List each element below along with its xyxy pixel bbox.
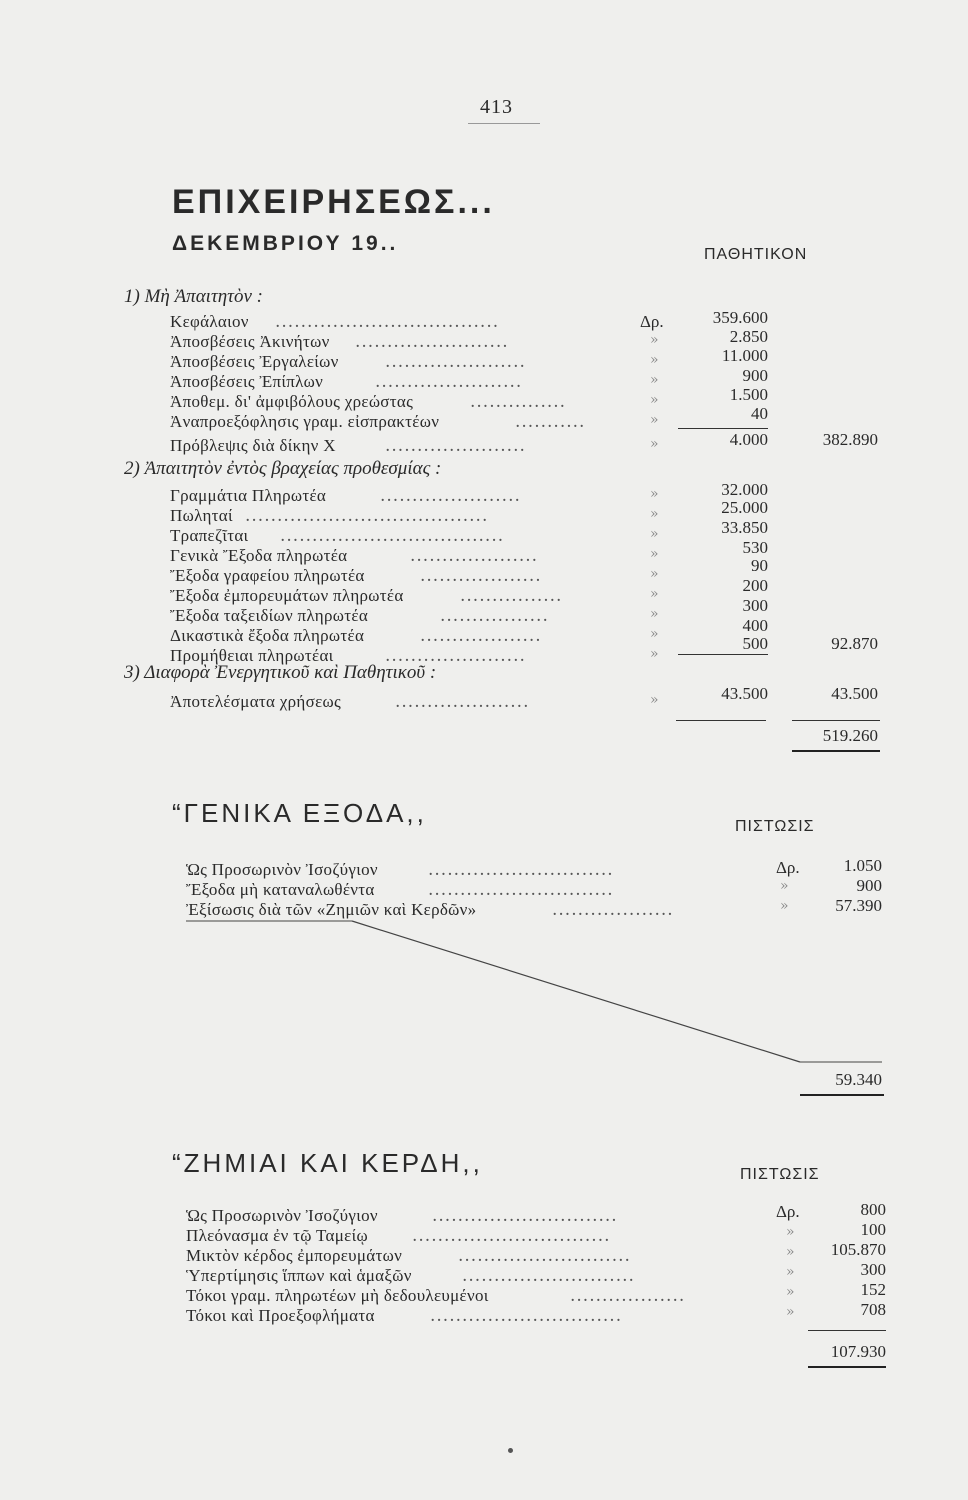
dot-leader: ......................	[385, 436, 526, 456]
dot-leader: .......................	[375, 372, 523, 392]
dot-leader: .....................	[395, 692, 530, 712]
page-number: 413	[480, 96, 513, 118]
row-value: 900	[856, 876, 882, 895]
general-expenses-title: “ΓΕΝΙΚΑ ΕΞΟΔΑ,,	[172, 798, 427, 828]
currency-label: Δρ.	[776, 1202, 800, 1221]
dot-leader: ......................	[385, 646, 526, 666]
dot-leader: .............................	[432, 1206, 618, 1226]
row-label: Προμήθειαι πληρωτέαι	[170, 646, 334, 665]
section1-label: 1) Μὴ Ἀπαιτητὸν :	[124, 286, 263, 307]
dot-leader: ........................	[355, 332, 509, 352]
currency-label: Δρ.	[776, 858, 800, 877]
row-value: 1.050	[843, 856, 882, 875]
row-label: Ὡς Προσωρινὸν Ἰσοζύγιον	[186, 1206, 378, 1225]
dot-leader: ...................................	[275, 312, 500, 332]
row-value: 708	[860, 1300, 886, 1319]
row-label: Πωληταί	[170, 506, 233, 525]
ditto-mark: »	[786, 1264, 795, 1280]
row-value: 105.870	[830, 1240, 886, 1259]
dot-leader: ...........	[515, 412, 586, 432]
currency-label: Δρ.	[640, 312, 664, 331]
ditto-mark: »	[650, 646, 659, 662]
section3-total: 43.500	[831, 684, 878, 703]
row-label: Ὡς Προσωρινὸν Ἰσοζύγιον	[186, 860, 378, 879]
dot-leader: ......................................	[245, 506, 489, 526]
dot-leader: ....................	[410, 546, 539, 566]
dot-leader: ...............	[470, 392, 567, 412]
ditto-mark: »	[786, 1244, 795, 1260]
section1-total: 382.890	[822, 430, 878, 449]
bottom-dot-mark	[508, 1448, 513, 1453]
row-value: 1.500	[729, 385, 768, 404]
dot-leader: ................	[460, 586, 563, 606]
row-value: 57.390	[835, 896, 882, 915]
row-value: 200	[742, 576, 768, 595]
row-value: 530	[742, 538, 768, 557]
row-label: Πρόβλεψις διὰ δίκην Χ	[170, 436, 336, 455]
row-label: Ἀποσβέσεις Ἀκινήτων	[170, 332, 330, 351]
section3-label: 3) Διαφορὰ Ἐνεργητικοῦ καὶ Παθητικοῦ :	[124, 662, 437, 683]
profit-loss-title: “ΖΗΜΙΑΙ ΚΑΙ ΚΕΡΔΗ,,	[172, 1148, 483, 1178]
ditto-mark: »	[650, 626, 659, 642]
dot-leader: .............................	[428, 860, 614, 880]
ditto-mark: »	[650, 606, 659, 622]
dot-leader: ...................................	[280, 526, 505, 546]
row-label: Μικτὸν κέρδος ἐμπορευμάτων	[186, 1246, 403, 1265]
section2-label: 2) Ἀπαιτητὸν ἐντὸς βραχείας προθεσμίας :	[124, 458, 442, 479]
row-value: 32.000	[721, 480, 768, 499]
row-label: Ὑπερτίμησις ἵππων καὶ ἁμαξῶν	[186, 1266, 412, 1285]
ditto-mark: »	[786, 1304, 795, 1320]
ditto-mark: »	[650, 566, 659, 582]
row-label: Ἀποτελέσματα χρήσεως	[170, 692, 342, 711]
dot-leader: ...................	[420, 626, 542, 646]
general-expenses-column: ΠΙΣΤΩΣΙΣ	[735, 818, 815, 835]
dot-leader: ...........................	[458, 1246, 631, 1266]
section2-total: 92.870	[831, 634, 878, 653]
row-value: 100	[860, 1220, 886, 1239]
ditto-mark: »	[786, 1224, 795, 1240]
row-label: Ἔξοδα μὴ καταναλωθέντα	[186, 880, 375, 899]
row-label: Τραπεζῖται	[170, 526, 249, 545]
row-label: Κεφάλαιον	[170, 312, 249, 331]
ditto-mark: »	[650, 526, 659, 542]
ditto-mark: »	[650, 692, 659, 708]
row-value: 25.000	[721, 498, 768, 517]
row-label: Γενικὰ Ἔξοδα πληρωτέα	[170, 546, 348, 565]
dot-leader: .................	[440, 606, 549, 626]
ditto-mark: »	[650, 546, 659, 562]
row-value: 152	[860, 1280, 886, 1299]
row-value: 800	[860, 1200, 886, 1219]
dot-leader: ..................	[570, 1286, 686, 1306]
dot-leader: ..............................	[430, 1306, 623, 1326]
row-label: Γραμμάτια Πληρωτέα	[170, 486, 327, 505]
row-value: 43.500	[721, 684, 768, 703]
ditto-mark: »	[650, 486, 659, 502]
ditto-mark: »	[650, 586, 659, 602]
dot-leader: ......................	[385, 352, 526, 372]
profit-loss-total-rule	[808, 1330, 886, 1331]
ditto-mark: »	[650, 506, 659, 522]
row-value: 359.600	[712, 308, 768, 327]
ditto-mark: »	[780, 898, 789, 914]
row-label: Πλεόνασμα ἐν τῷ Ταμείῳ	[186, 1226, 368, 1245]
row-value: 33.850	[721, 518, 768, 537]
general-expenses-double-rule	[800, 1094, 884, 1096]
profit-loss-total: 107.930	[830, 1342, 886, 1361]
dot-leader: ...................	[552, 900, 674, 920]
row-value: 300	[742, 596, 768, 615]
dot-leader: ...................	[420, 566, 542, 586]
ditto-mark: »	[786, 1284, 795, 1300]
row-label: Ἔξοδα γραφείου πληρωτέα	[170, 566, 365, 585]
dot-leader: ......................	[380, 486, 521, 506]
row-label: Ἐξίσωσις διὰ τῶν «Ζημιῶν καὶ Κερδῶν»	[186, 900, 477, 919]
passive-column-header: ΠΑΘΗΤΙΚΟΝ	[704, 246, 808, 263]
grand-total: 519.260	[822, 726, 878, 745]
ditto-mark: »	[650, 392, 659, 408]
ditto-mark: »	[650, 332, 659, 348]
page-title: ΕΠΙΧΕΙΡΗΣΕΩΣ...	[172, 183, 495, 221]
row-label: Ἔξοδα ταξειδίων πληρωτέα	[170, 606, 369, 625]
row-value: 90	[751, 556, 768, 575]
row-label: Τόκοι καὶ Προεξοφλήματα	[186, 1306, 375, 1325]
row-value: 4.000	[729, 430, 768, 449]
profit-loss-column: ΠΙΣΤΩΣΙΣ	[740, 1166, 820, 1183]
ditto-mark: »	[650, 436, 659, 452]
row-label: Ἀποθεμ. δι' ἀμφιβόλους χρεώστας	[170, 392, 414, 411]
ditto-mark: »	[650, 372, 659, 388]
row-label: Τόκοι γραμ. πληρωτέων μὴ δεδουλευμένοι	[186, 1286, 489, 1305]
row-value: 300	[860, 1260, 886, 1279]
row-value: 900	[742, 366, 768, 385]
row-label: Δικαστικὰ ἔξοδα πληρωτέα	[170, 626, 365, 645]
dot-leader: ...............................	[412, 1226, 611, 1246]
row-value: 40	[751, 404, 768, 423]
row-label: Ἔξοδα ἐμπορευμάτων πληρωτέα	[170, 586, 404, 605]
ditto-mark: »	[650, 412, 659, 428]
ditto-mark: »	[780, 878, 789, 894]
row-label: Ἀποσβέσεις Ἐπίπλων	[170, 372, 324, 391]
general-expenses-total: 59.340	[835, 1070, 882, 1089]
profit-loss-double-rule	[808, 1366, 886, 1368]
page-subtitle: ΔΕΚΕΜΒΡΙΟΥ 19..	[172, 232, 399, 255]
row-value: 2.850	[729, 327, 768, 346]
row-value: 400	[742, 616, 768, 635]
dot-leader: .............................	[428, 880, 614, 900]
dot-leader: ...........................	[462, 1266, 635, 1286]
row-label: Ἀποσβέσεις Ἐργαλείων	[170, 352, 339, 371]
ditto-mark: »	[650, 352, 659, 368]
row-value: 500	[742, 634, 768, 653]
row-label: Ἀναπροεξόφλησις γραμ. εἰσπρακτέων	[170, 412, 440, 431]
row-value: 11.000	[721, 346, 768, 365]
